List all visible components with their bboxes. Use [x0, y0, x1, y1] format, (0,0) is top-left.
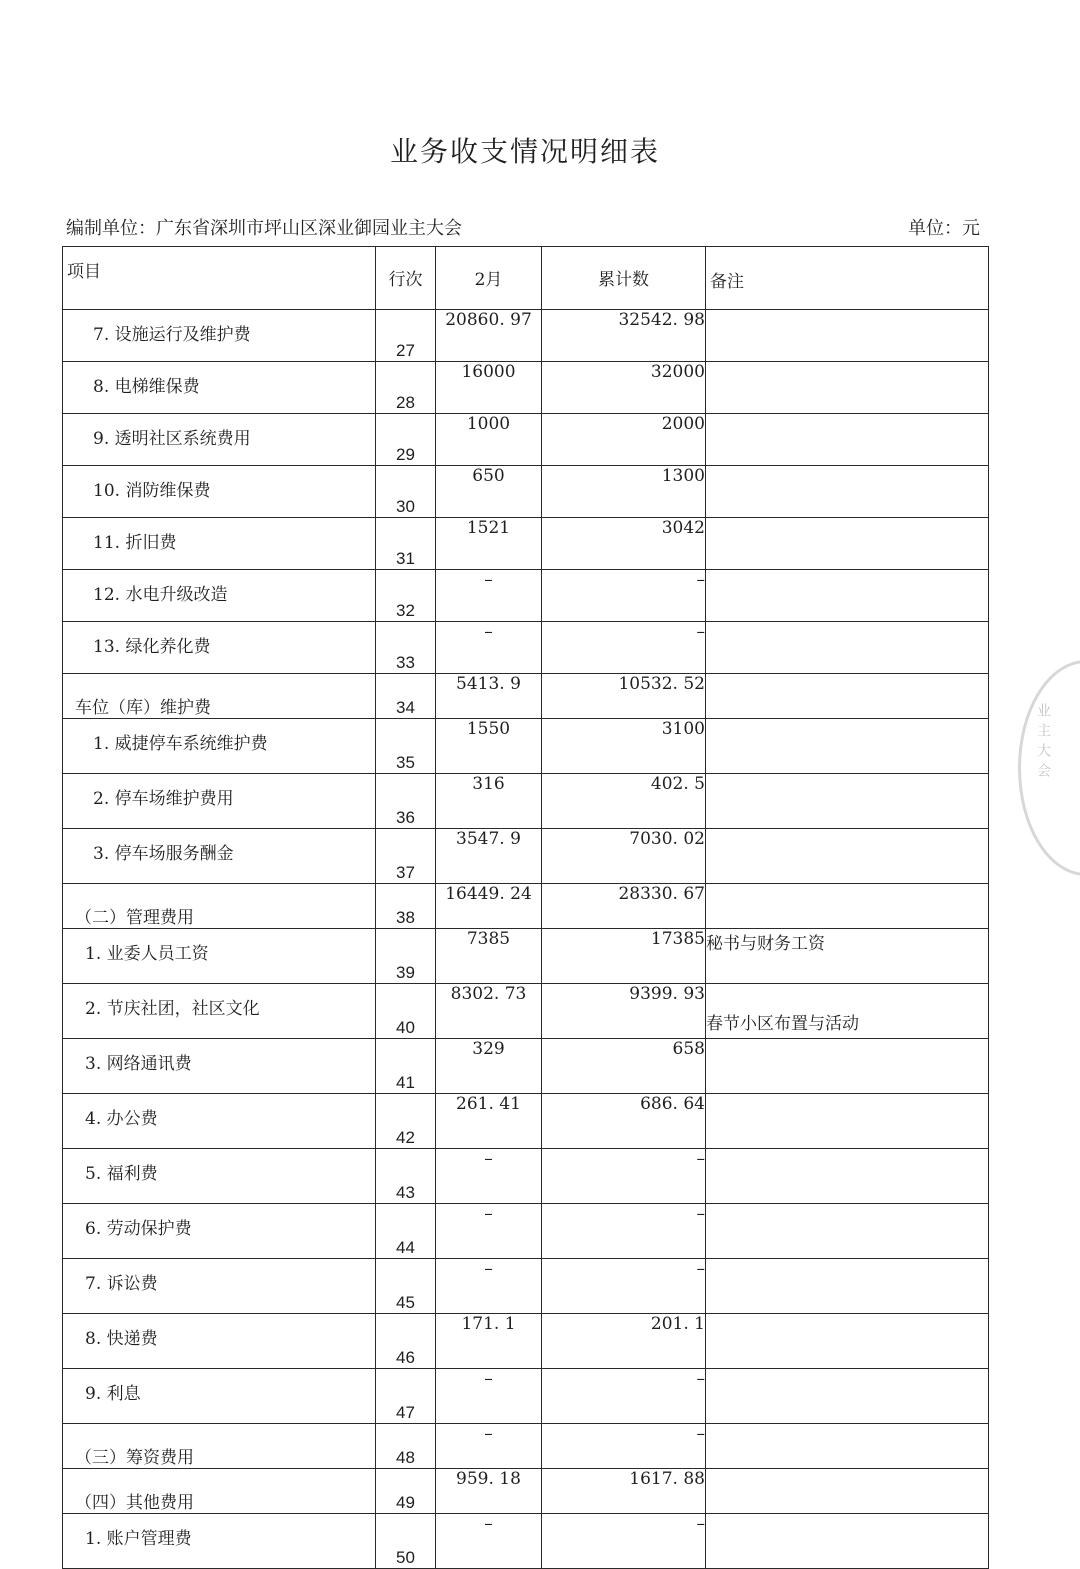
- cell-note: [706, 362, 989, 414]
- table-row: [63, 1469, 989, 1514]
- cell-row-no: 34: [376, 674, 436, 719]
- cell-cumulative: 28330. 67: [542, 884, 706, 929]
- page-title: 业务收支情况明细表: [389, 135, 660, 168]
- cell-item: 7. 诉讼费: [63, 1259, 376, 1314]
- cell-month: 171. 1: [436, 1314, 542, 1369]
- table-row: [63, 1259, 989, 1314]
- table-row: [63, 570, 989, 622]
- cell-cumulative: –: [542, 1369, 706, 1424]
- cell-row-no: 46: [376, 1314, 436, 1369]
- cell-item: 车位（库）维护费: [63, 674, 376, 719]
- currency-unit: 单位：元: [908, 218, 980, 239]
- cell-note: [706, 570, 989, 622]
- cell-cumulative: 2000: [542, 414, 706, 466]
- header-note: 备注: [706, 247, 989, 310]
- cell-row-no: 47: [376, 1369, 436, 1424]
- cell-item: 8. 电梯维保费: [63, 362, 376, 414]
- cell-month: 329: [436, 1039, 542, 1094]
- header-cumulative: 累计数: [542, 247, 706, 310]
- table-row: [63, 774, 989, 829]
- cell-item: 13. 绿化养化费: [63, 622, 376, 674]
- cell-item: 9. 利息: [63, 1369, 376, 1424]
- cell-note: [706, 1039, 989, 1094]
- cell-row-no: 44: [376, 1204, 436, 1259]
- cell-row-no: 33: [376, 622, 436, 674]
- cell-row-no: 35: [376, 719, 436, 774]
- table-row: [63, 1039, 989, 1094]
- cell-cumulative: –: [542, 570, 706, 622]
- cell-note: [706, 518, 989, 570]
- cell-month: 959. 18: [436, 1469, 542, 1514]
- table-row: [63, 884, 989, 929]
- cell-note: [706, 1259, 989, 1314]
- prepared-by: 编制单位：广东省深圳市坪山区深业御园业主大会: [66, 218, 462, 239]
- cell-item: 3. 网络通讯费: [63, 1039, 376, 1094]
- cell-note: [706, 1204, 989, 1259]
- cell-note: [706, 719, 989, 774]
- cell-item: 11. 折旧费: [63, 518, 376, 570]
- cell-month: –: [436, 1259, 542, 1314]
- header-row-no: 行次: [376, 247, 436, 310]
- cell-note: 春节小区布置与活动: [706, 984, 989, 1039]
- cell-row-no: 42: [376, 1094, 436, 1149]
- cell-month: 650: [436, 466, 542, 518]
- cell-month: –: [436, 1369, 542, 1424]
- cell-row-no: 40: [376, 984, 436, 1039]
- cell-row-no: 37: [376, 829, 436, 884]
- cell-cumulative: 32542. 98: [542, 310, 706, 362]
- cell-month: 1550: [436, 719, 542, 774]
- cell-month: 316: [436, 774, 542, 829]
- cell-cumulative: 9399. 93: [542, 984, 706, 1039]
- header-item: 项目: [63, 247, 376, 310]
- table-row: [63, 984, 989, 1039]
- table-row: [63, 362, 989, 414]
- cell-item: （四）其他费用: [63, 1469, 376, 1514]
- cell-note: [706, 1369, 989, 1424]
- cell-month: –: [436, 1424, 542, 1469]
- cell-cumulative: 7030. 02: [542, 829, 706, 884]
- cell-cumulative: –: [542, 1424, 706, 1469]
- cell-cumulative: 32000: [542, 362, 706, 414]
- official-seal: [1018, 660, 1080, 876]
- cell-note: [706, 884, 989, 929]
- cell-cumulative: 686. 64: [542, 1094, 706, 1149]
- cell-month: 1000: [436, 414, 542, 466]
- cell-row-no: 43: [376, 1149, 436, 1204]
- cell-cumulative: –: [542, 1514, 706, 1569]
- cell-row-no: 41: [376, 1039, 436, 1094]
- cell-note: 秘书与财务工资: [706, 929, 989, 984]
- cell-item: 8. 快递费: [63, 1314, 376, 1369]
- cell-month: 16000: [436, 362, 542, 414]
- cell-note: [706, 1094, 989, 1149]
- cell-item: 4. 办公费: [63, 1094, 376, 1149]
- cell-note: [706, 774, 989, 829]
- cell-month: –: [436, 1204, 542, 1259]
- cell-note: [706, 622, 989, 674]
- cell-note: [706, 674, 989, 719]
- cell-row-no: 28: [376, 362, 436, 414]
- cell-item: 6. 劳动保护费: [63, 1204, 376, 1259]
- seal-text: 业主大会: [1035, 703, 1051, 783]
- table-row: [63, 1149, 989, 1204]
- table-row: [63, 829, 989, 884]
- cell-note: [706, 1469, 989, 1514]
- cell-month: –: [436, 1514, 542, 1569]
- cell-item: 3. 停车场服务酬金: [63, 829, 376, 884]
- cell-item: （二）管理费用: [63, 884, 376, 929]
- cell-cumulative: –: [542, 1149, 706, 1204]
- table-row: [63, 414, 989, 466]
- cell-row-no: 30: [376, 466, 436, 518]
- table-row: [63, 1424, 989, 1469]
- table-header-row: [63, 247, 989, 310]
- cell-cumulative: 402. 5: [542, 774, 706, 829]
- cell-cumulative: 3042: [542, 518, 706, 570]
- cell-row-no: 32: [376, 570, 436, 622]
- cell-month: –: [436, 1149, 542, 1204]
- cell-note: [706, 466, 989, 518]
- table-row: [63, 518, 989, 570]
- table-row: [63, 1204, 989, 1259]
- cell-month: –: [436, 570, 542, 622]
- cell-row-no: 49: [376, 1469, 436, 1514]
- table-row: [63, 674, 989, 719]
- cell-item: 10. 消防维保费: [63, 466, 376, 518]
- cell-month: 1521: [436, 518, 542, 570]
- cell-month: 7385: [436, 929, 542, 984]
- cell-row-no: 48: [376, 1424, 436, 1469]
- cell-row-no: 29: [376, 414, 436, 466]
- cell-row-no: 31: [376, 518, 436, 570]
- cell-cumulative: –: [542, 1259, 706, 1314]
- cell-item: 7. 设施运行及维护费: [63, 310, 376, 362]
- cell-row-no: 45: [376, 1259, 436, 1314]
- cell-note: [706, 1149, 989, 1204]
- cell-note: [706, 1514, 989, 1569]
- cell-note: [706, 1424, 989, 1469]
- cell-cumulative: 658: [542, 1039, 706, 1094]
- cell-cumulative: 17385: [542, 929, 706, 984]
- cell-note: [706, 414, 989, 466]
- table-row: [63, 310, 989, 362]
- cell-month: 261. 41: [436, 1094, 542, 1149]
- table-row: [63, 466, 989, 518]
- header-month: 2月: [436, 247, 542, 310]
- cell-note: [706, 1314, 989, 1369]
- cell-cumulative: 3100: [542, 719, 706, 774]
- cell-cumulative: –: [542, 622, 706, 674]
- cell-cumulative: –: [542, 1204, 706, 1259]
- cell-month: 20860. 97: [436, 310, 542, 362]
- cell-item: 1. 账户管理费: [63, 1514, 376, 1569]
- cell-item: 12. 水电升级改造: [63, 570, 376, 622]
- cell-cumulative: 10532. 52: [542, 674, 706, 719]
- cell-item: （三）筹资费用: [63, 1424, 376, 1469]
- table-row: [63, 929, 989, 984]
- cell-item: 9. 透明社区系统费用: [63, 414, 376, 466]
- cell-row-no: 38: [376, 884, 436, 929]
- cell-item: 2. 停车场维护费用: [63, 774, 376, 829]
- cell-month: –: [436, 622, 542, 674]
- cell-item: 1. 威捷停车系统维护费: [63, 719, 376, 774]
- cell-cumulative: 1617. 88: [542, 1469, 706, 1514]
- cell-cumulative: 1300: [542, 466, 706, 518]
- cell-item: 2. 节庆社团，社区文化: [63, 984, 376, 1039]
- table-row: [63, 1369, 989, 1424]
- cell-cumulative: 201. 1: [542, 1314, 706, 1369]
- table-row: [63, 1514, 989, 1569]
- cell-row-no: 50: [376, 1514, 436, 1569]
- table-row: [63, 1094, 989, 1149]
- table-row: [63, 719, 989, 774]
- table-row: [63, 1314, 989, 1369]
- cell-month: 5413. 9: [436, 674, 542, 719]
- detail-table: [62, 246, 989, 1569]
- table-row: [63, 622, 989, 674]
- cell-month: 16449. 24: [436, 884, 542, 929]
- cell-note: [706, 310, 989, 362]
- cell-row-no: 39: [376, 929, 436, 984]
- cell-item: 1. 业委人员工资: [63, 929, 376, 984]
- cell-note: [706, 829, 989, 884]
- cell-row-no: 27: [376, 310, 436, 362]
- cell-month: 8302. 73: [436, 984, 542, 1039]
- cell-row-no: 36: [376, 774, 436, 829]
- cell-item: 5. 福利费: [63, 1149, 376, 1204]
- cell-month: 3547. 9: [436, 829, 542, 884]
